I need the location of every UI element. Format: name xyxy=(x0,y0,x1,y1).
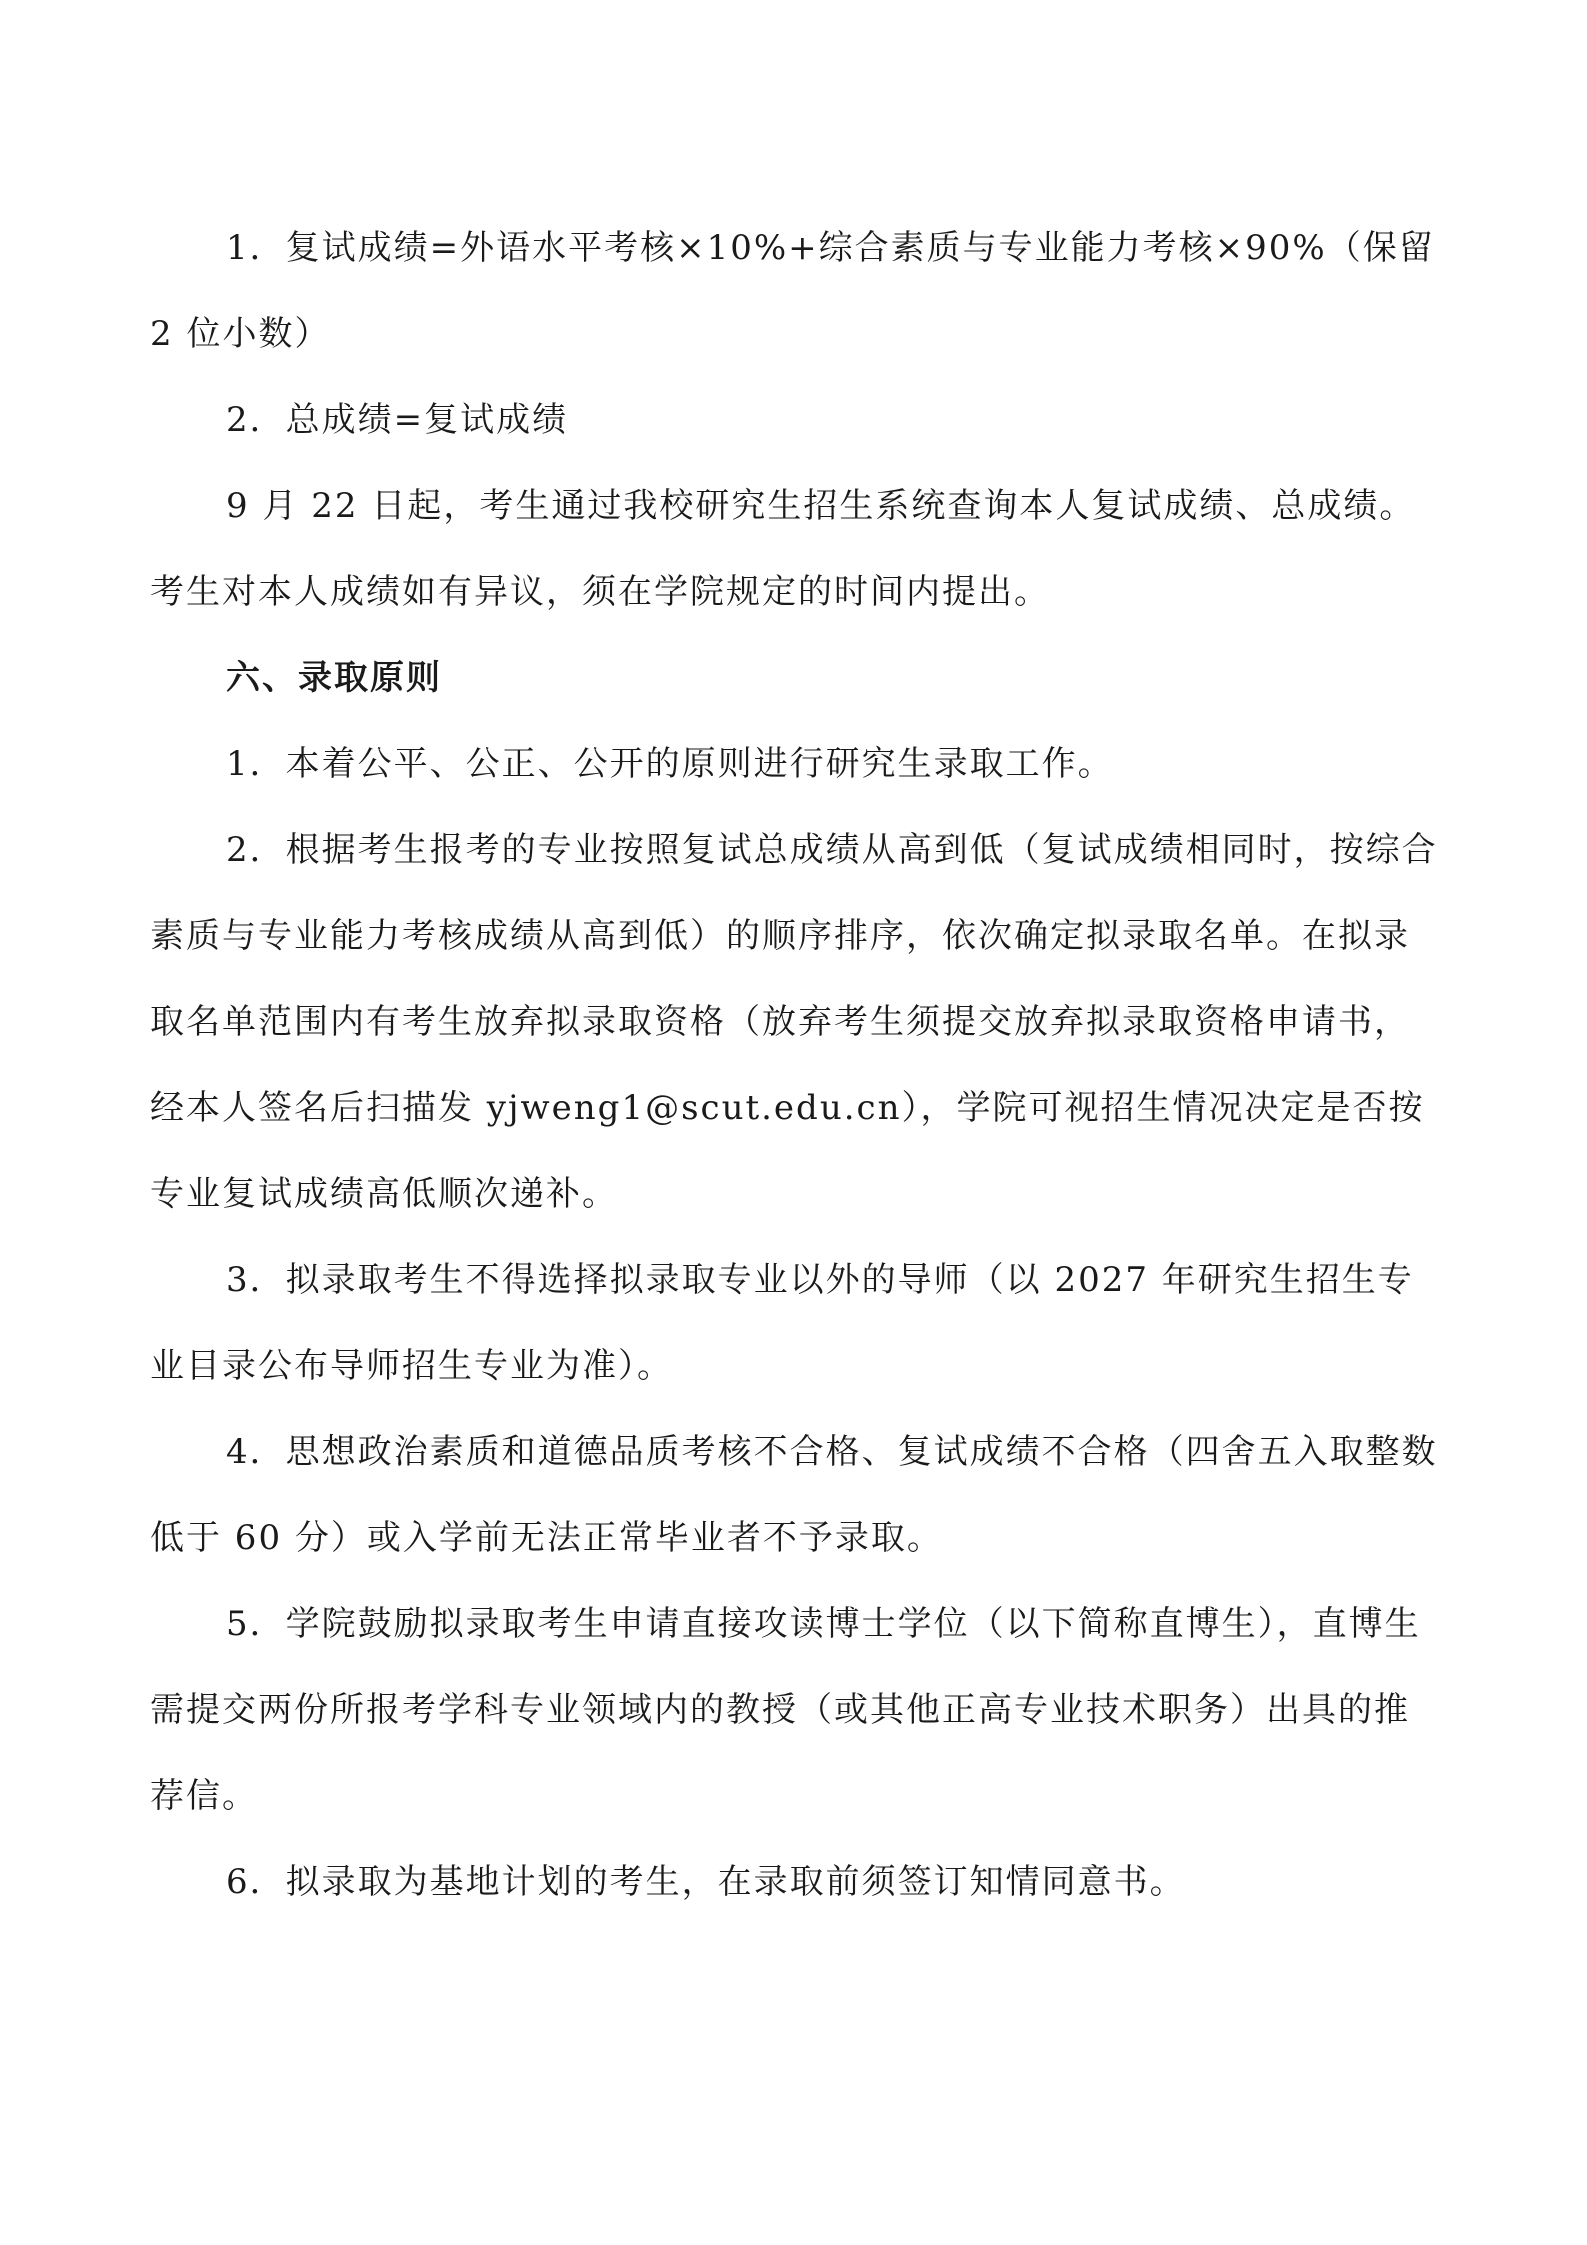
document-body xyxy=(150,205,1448,1925)
total-score-paragraph: 2．总成绩=复试成绩 xyxy=(226,400,569,440)
admission-rule-3: 3．拟录取考生不得选择拟录取专业以外的导师（以 2027 年研究生招生专业目录公布导师招生专业为准）。 xyxy=(150,1260,1414,1386)
admission-rule-5: 5．学院鼓励拟录取考生申请直接攻读博士学位（以下简称直博生），直博生需提交两份所报考学科专业领域内的教授（或其他正高专业技术职务）出具的推荐信。 xyxy=(150,1604,1421,1816)
score-query-paragraph: 9 月 22 日起，考生通过我校研究生招生系统查询本人复试成绩、总成绩。考生对本人成绩如有异议，须在学院规定的时间内提出。 xyxy=(150,486,1416,612)
admission-rule-2: 2．根据考生报考的专业按照复试总成绩从高到低（复试成绩相同时，按综合素质与专业能力考核成绩从高到低）的顺序排序，依次确定拟录取名单。在拟录取名单范围内有考生放弃拟录取资格（放弃考生须提交放弃拟录取资格申请书，经本人签名后扫描发 yjweng1@scut.edu.cn），学院可视招生情况决定是否按专业复试成绩高低顺次递补。 xyxy=(150,830,1438,1214)
score-formula-paragraph: 1．复试成绩=外语水平考核×10%+综合素质与专业能力考核×90%（保留 2 位小数） xyxy=(150,228,1448,354)
admission-rule-6: 6．拟录取为基地计划的考生，在录取前须签订知情同意书。 xyxy=(226,1862,1186,1902)
section-heading-admission-principles: 六、录取原则 xyxy=(226,658,442,698)
admission-rule-1: 1．本着公平、公正、公开的原则进行研究生录取工作。 xyxy=(226,744,1114,784)
admission-rule-4: 4．思想政治素质和道德品质考核不合格、复试成绩不合格（四舍五入取整数低于 60 分）或入学前无法正常毕业者不予录取。 xyxy=(150,1432,1438,1558)
